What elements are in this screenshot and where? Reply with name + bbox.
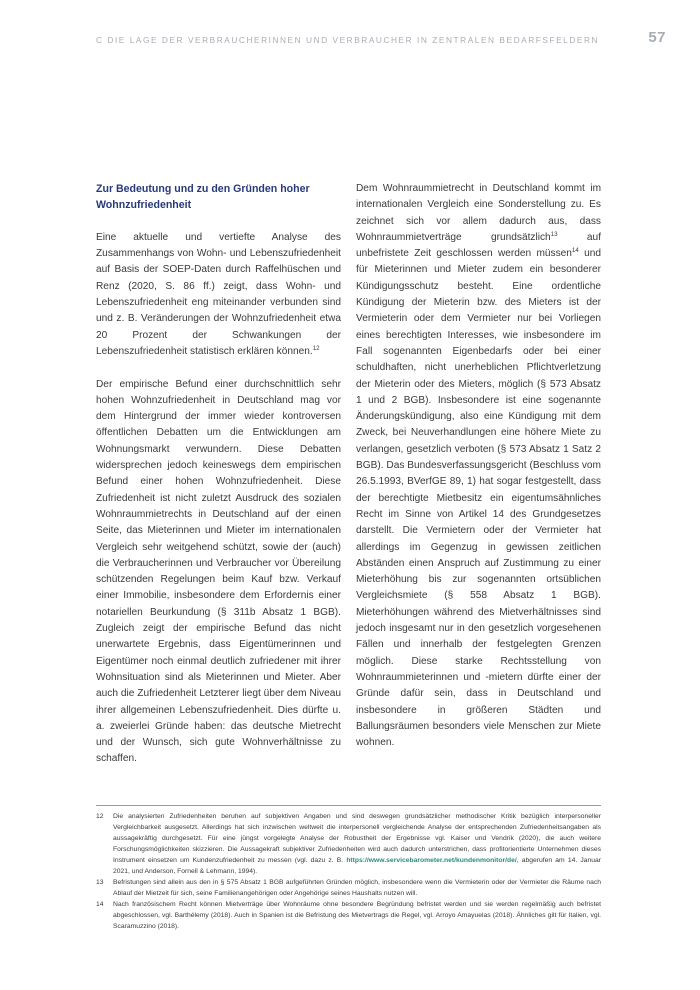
footnote-number: 14 — [96, 901, 104, 908]
paragraph-text: und für Mieterinnen und Mieter zudem ein besonderer Kündigungsschutz besteht. Eine ordentliche Kündigung der Mieterin bzw. des Mieters ist der Vermieterin oder dem Vermieter nur bei Vorliegen eines berechtigten Interesses, wie insbesondere im Fall sogenannten Eigenbedarfs oder bei einer schuldhaften, nicht unerheblichen Pflichtverletzung der Mieterin oder des Mieters, möglich (§ 573 Absatz 1 und 2 BGB). Insbesondere ist eine sogenannte Änderungskündigung, also eine Kündigung mit dem Zweck, bei Neuverhandlungen eine höhere Miete zu verlangen, gesetzlich verboten (§ 573 Absatz 1 Satz 2 BGB). Das Bundesverfassungsgericht (Beschluss vom 26.5.1993, BVerfGE 89, 1) hat sogar festgestellt, dass der berechtigte Mietbesitz ein eigentumsähnliches Recht im Sinne von Artikel 14 des Grundgesetzes darstellt. Die Vermietern oder der Vermieter hat allerdings im Gegenzug in gewissen zeitlichen Abständen einen Anspruch auf Zustimmung zu einer Mieterhöhung bis zur sogenannten ortsüblichen Vergleichsmiete (§ 558 Absatz 1 BGB). Mieterhöhungen während des Mietverhältnisses sind jedoch insgesamt nur in den gesetzlich vorgesehenen Fällen und innerhalb der festgelegten Grenzen möglich. Diese starke Rechtsstellung von Wohnraummieterinnen und -mietern dürfte einer der Gründe dafür sein, dass in Deutschland und insbesondere in größeren Städten und Ballungsräumen besonders viele Menschen zur Miete wohnen. — [356, 248, 601, 749]
footnote-text-part: Die analysierten Zufriedenheiten beruhen auf subjektiven Angaben und sind deswegen grundsätzlicher methodischer Kritik bezüglich interpersoneller Vergleichbarkeit ausgesetzt. Allerdings hat sich inzwischen weltweit die interpersonell vergleichende Analyse der entsprechenden Zufriedenheitsangaben als aussagekräftig durchgesetzt. Für eine jüngst vorgelegte Analyse der Robustheit der Ergebnisse vgl. Kaiser und Vendrik (2020), die auch weitere Forschungsmöglichkeiten skizzieren. Die Aussagekraft subjektiver Zufriedenheiten wird auch dadurch unterstrichen, dass profitorientierte Unternehmen dieses Instrument einsetzen um Kundenzufriedenheit zu messen (vgl. dazu z. B. — [113, 813, 601, 864]
paragraph-text: auf unbefristete Zeit geschlossen werden müssen — [356, 231, 602, 260]
footnote-ref[interactable]: 13 — [550, 230, 558, 238]
footnotes — [96, 805, 601, 932]
footnote — [96, 811, 601, 877]
footnote-text — [113, 811, 601, 877]
paragraph: Der empirische Befund einer durchschnittlich sehr hohen Wohnzufriedenheit in Deutschland mag vor dem Hintergrund der immer wieder kontroversen öffentlichen Debatten um die Entwicklungen am Wohnungsmarkt verwundern. Diese Debatten widersprechen jedoch keineswegs dem empirischen Befund einer hohen Wohnzufriedenheit. Diese Zufriedenheit ist nicht zuletzt Ausdruck des sozialen Wohnraummietrechts in Deutschland auf der einen Seite, das Mieterinnen und Mieter im internationalen Vergleich sehr weitgehend schützt, sowie der (auch) die Verbraucherinnen und Verbraucher vor Übereilung schützenden Regelungen beim Kauf bzw. Verkauf einer Immobilie, insbesondere dem Erfordernis einer notariellen Beurkundung (§ 311b Absatz 1 BGB). Zugleich zeigt der empirische Befund das nicht unerwartete Ergebnis, dass Eigentümerinnen und Eigentümer noch einmal deutlich zufriedener mit ihrer Wohnsituation sind als Mieterinnen und Mieter. Aber auch die Zufriedenheit Letzterer liegt über dem Niveau ihrer allgemeinen Lebenszufriedenheit. Dies dürfte u. a. zweierlei Gründe haben: das deutsche Mietrecht und der Wunsch, sich gute Wohnverhältnisse zu schaffen. — [96, 378, 341, 765]
left-column — [96, 181, 341, 784]
footnote-number: 12 — [96, 813, 104, 820]
paragraph — [356, 181, 601, 751]
paragraph-text: Eine aktuelle und vertiefte Analyse des Zusammenhangs von Wohn- und Lebenszufriedenheit auf Basis der SOEP-Daten durch Raffelhüschen und Renz (2020, S. 86 ff.) zeigt, dass Wohn- und Lebenszufriedenheit eng miteinander verbunden sind und z. B. Veränderungen der Wohnzufriedenheit etwa 20 Prozent der Schwankungen der Lebenszufriedenheit statistisch erklären können. — [96, 231, 341, 357]
footnote — [96, 877, 601, 899]
footnote-number: 13 — [96, 879, 104, 886]
footnote-ref[interactable]: 14 — [571, 247, 579, 255]
footnote-text: Befristungen sind allein aus den in § 575 Absatz 1 BGB aufgeführten Gründen möglich, insbesondere wenn die Vermieterin oder der Vermieter die Räume nach Ablauf der Mietzeit für sich, seine Familienangehörigen oder Angehörige seines Haushalts nutzen will. — [113, 879, 601, 897]
paragraph — [96, 230, 341, 360]
running-header: C DIE LAGE DER VERBRAUCHERINNEN UND VERBRAUCHER IN ZENTRALEN BEDARFSFELDERN — [96, 35, 600, 45]
section-heading: Zur Bedeutung und zu den Gründen hoher Wohnzufriedenheit — [96, 183, 310, 212]
right-column — [356, 181, 601, 768]
footnote-ref[interactable]: 12 — [312, 344, 320, 352]
footnote-text-part: , abgerufen am 14. Januar 2021, und Anderson, Fornell & Lehmann, 1994). — [113, 857, 601, 875]
footnote-text: Nach französischem Recht können Mietverträge über Wohnräume ohne besondere Begründung befristet werden und sie werden regelmäßig auch befristet abgeschlossen, vgl. Barthélemy (2018). Auch in Spanien ist die Befristung des Mietvertrags die Regel, vgl. Arroyo Amayuelas (2018). Ähnliches gilt für Italien, vgl. Scaramuzzino (2018). — [113, 901, 601, 930]
page-number: 57 — [648, 29, 666, 46]
footnote-link[interactable]: https://www.servicebarometer.net/kundenmonitor/de/ — [346, 857, 517, 864]
paragraph-text: Dem Wohnraummietrecht in Deutschland kommt im internationalen Vergleich eine Sonderstellung zu. Es zeichnet sich vor allem dadurch aus, dass Wohnraummietverträge grundsätzlich — [356, 183, 601, 243]
footnote — [96, 899, 601, 932]
